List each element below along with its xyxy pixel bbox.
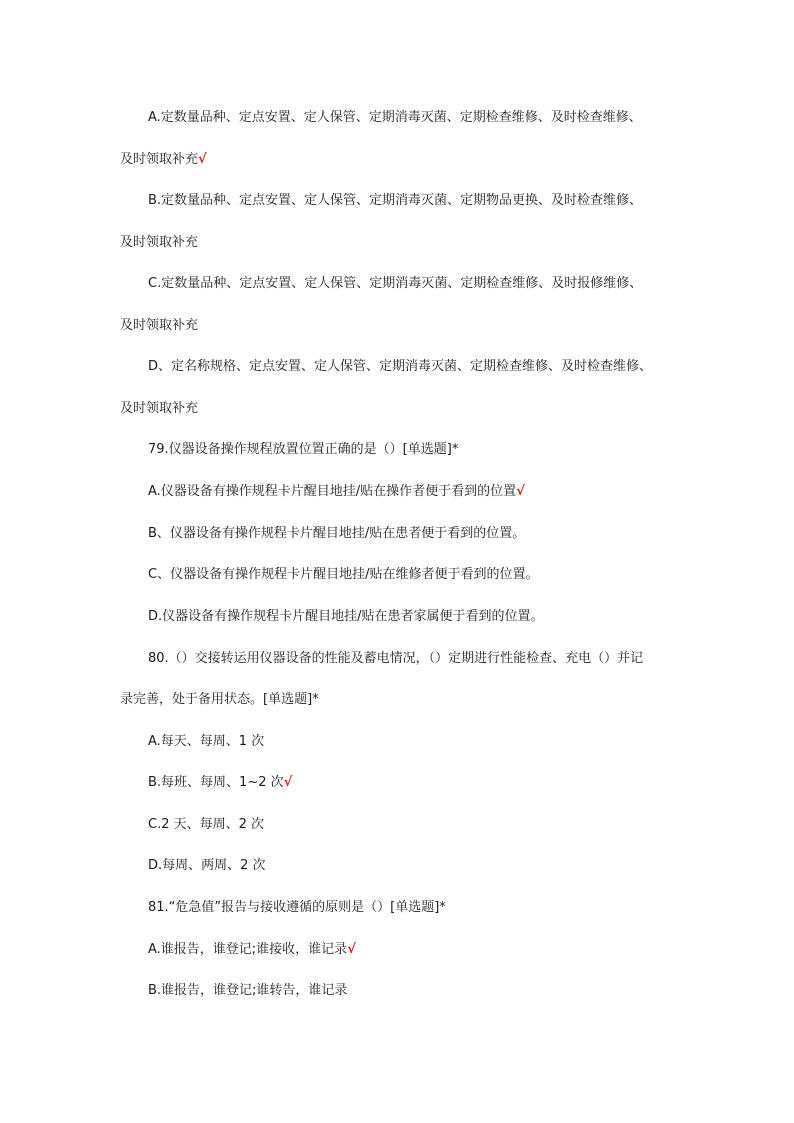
q81-option-a bbox=[148, 941, 356, 959]
q80-option-c-text: C.2 天、每周、2 次 bbox=[148, 817, 265, 832]
q81-option-a-text: A.谁报告，谁登记;谁接收，谁记录 bbox=[148, 942, 348, 957]
q78-option-a-text-2: 及时领取补充 bbox=[120, 152, 199, 167]
q79-option-a bbox=[148, 483, 525, 501]
q78-option-a bbox=[148, 109, 642, 127]
correct-check-icon: √ bbox=[283, 775, 293, 790]
correct-check-icon: √ bbox=[516, 484, 525, 499]
q80-question-text-2: 录完善，处于备用状态。[单选题]* bbox=[120, 692, 319, 707]
q78-option-c-text: C.定数量品种、定点安置、定人保管、定期消毒灭菌、定期检查维修、及时报修维修、 bbox=[148, 276, 643, 291]
correct-check-icon: √ bbox=[347, 942, 356, 957]
correct-check-icon: √ bbox=[198, 152, 207, 167]
q78-option-c-continued bbox=[120, 317, 198, 335]
q78-option-d bbox=[148, 358, 652, 376]
q80-option-b bbox=[148, 774, 292, 792]
q78-option-a-text: A.定数量品种、定点安置、定人保管、定期消毒灭菌、定期检查维修、及时检查维修、 bbox=[148, 110, 642, 125]
q78-option-b-text-2: 及时领取补充 bbox=[120, 235, 199, 250]
q79-option-a-text: A.仪器设备有操作规程卡片醒目地挂/贴在操作者便于看到的位置 bbox=[148, 484, 517, 499]
q81-option-b bbox=[148, 982, 347, 1000]
q81-option-b-text: B.谁报告，谁登记;谁转告，谁记录 bbox=[148, 983, 348, 998]
q79-option-b bbox=[148, 525, 525, 543]
q79-option-b-text: B、仪器设备有操作规程卡片醒目地挂/贴在患者便于看到的位置。 bbox=[148, 526, 526, 541]
q81-question bbox=[148, 899, 446, 917]
q78-option-a-continued bbox=[120, 151, 207, 169]
q80-option-d-text: D.每周、两周、2 次 bbox=[148, 858, 266, 873]
q80-question-text: 80.（）交接转运用仪器设备的性能及蓄电情况，（）定期进行性能检查、充电（）并记 bbox=[148, 651, 644, 666]
q79-question bbox=[148, 441, 458, 459]
q78-option-b-continued bbox=[120, 234, 198, 252]
q80-option-c bbox=[148, 816, 264, 834]
q80-option-a bbox=[148, 733, 264, 751]
q79-option-c bbox=[148, 566, 538, 584]
q78-option-d-text: D、定名称规格、定点安置、定人保管、定期消毒灭菌、定期检查维修、及时检查维修、 bbox=[148, 359, 653, 374]
q79-option-c-text: C、仪器设备有操作规程卡片醒目地挂/贴在维修者便于看到的位置。 bbox=[148, 567, 539, 582]
q78-option-c bbox=[148, 275, 642, 293]
q78-option-c-text-2: 及时领取补充 bbox=[120, 318, 199, 333]
q80-option-a-text: A.每天、每周、1 次 bbox=[148, 734, 265, 749]
q79-option-d-text: D.仪器设备有操作规程卡片醒目地挂/贴在患者家属便于看到的位置。 bbox=[148, 609, 544, 624]
q79-question-text: 79.仪器设备操作规程放置位置正确的是（）[单选题]* bbox=[148, 442, 459, 457]
q80-question-continued bbox=[120, 691, 319, 709]
q79-option-d bbox=[148, 608, 544, 626]
q80-question bbox=[148, 650, 643, 668]
q78-option-d-text-2: 及时领取补充 bbox=[120, 401, 199, 416]
q80-option-d bbox=[148, 857, 266, 875]
q80-option-b-text: B.每班、每周、1~2 次 bbox=[148, 775, 284, 790]
q78-option-d-continued bbox=[120, 400, 198, 418]
q81-question-text: 81.“危急值”报告与接收遵循的原则是（）[单选题]* bbox=[148, 900, 446, 915]
q78-option-b-text: B.定数量品种、定点安置、定人保管、定期消毒灭菌、定期物品更换、及时检查维修、 bbox=[148, 193, 643, 208]
q78-option-b bbox=[148, 192, 642, 210]
